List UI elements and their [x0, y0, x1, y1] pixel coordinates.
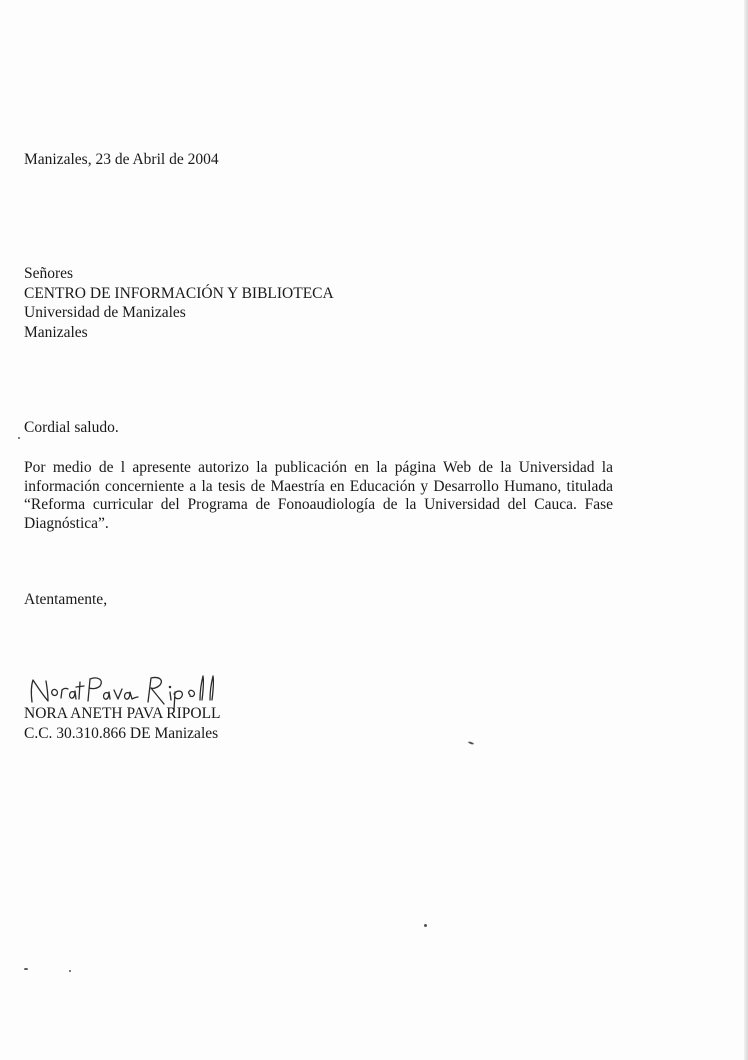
recipient-salutation-title: Señores [24, 265, 74, 282]
body-paragraph: Por medio de l apresente autorizo la publicación en la página Web de la Universidad la información concerniente a la tesis de Maestría en Educación y Desarrollo Humano, titulada “Reforma curricular del Programa de Fonoaudiología de la Universidad del Cauca. Fase Diagnóstica”. [24, 459, 613, 532]
scan-edge [744, 0, 748, 1060]
signer-name: NORA ANETH PAVA RIPOLL [24, 705, 221, 722]
signer-block [24, 704, 221, 744]
scan-speck [424, 924, 427, 927]
scan-speck [18, 437, 20, 439]
scan-speck [468, 741, 474, 745]
recipient-institution: Universidad de Manizales [24, 304, 186, 321]
recipient-organization: CENTRO DE INFORMACIÓN Y BIBLIOTECA [24, 284, 334, 302]
closing: Atentamente, [24, 591, 108, 608]
recipient-block [24, 264, 334, 342]
letter-date: Manizales, 23 de Abril de 2004 [24, 151, 219, 168]
scan-speck [24, 968, 28, 970]
greeting: Cordial saludo. [24, 419, 119, 436]
scan-speck [69, 970, 71, 972]
recipient-city: Manizales [24, 323, 88, 341]
signer-id: C.C. 30.310.866 DE Manizales [24, 725, 219, 742]
